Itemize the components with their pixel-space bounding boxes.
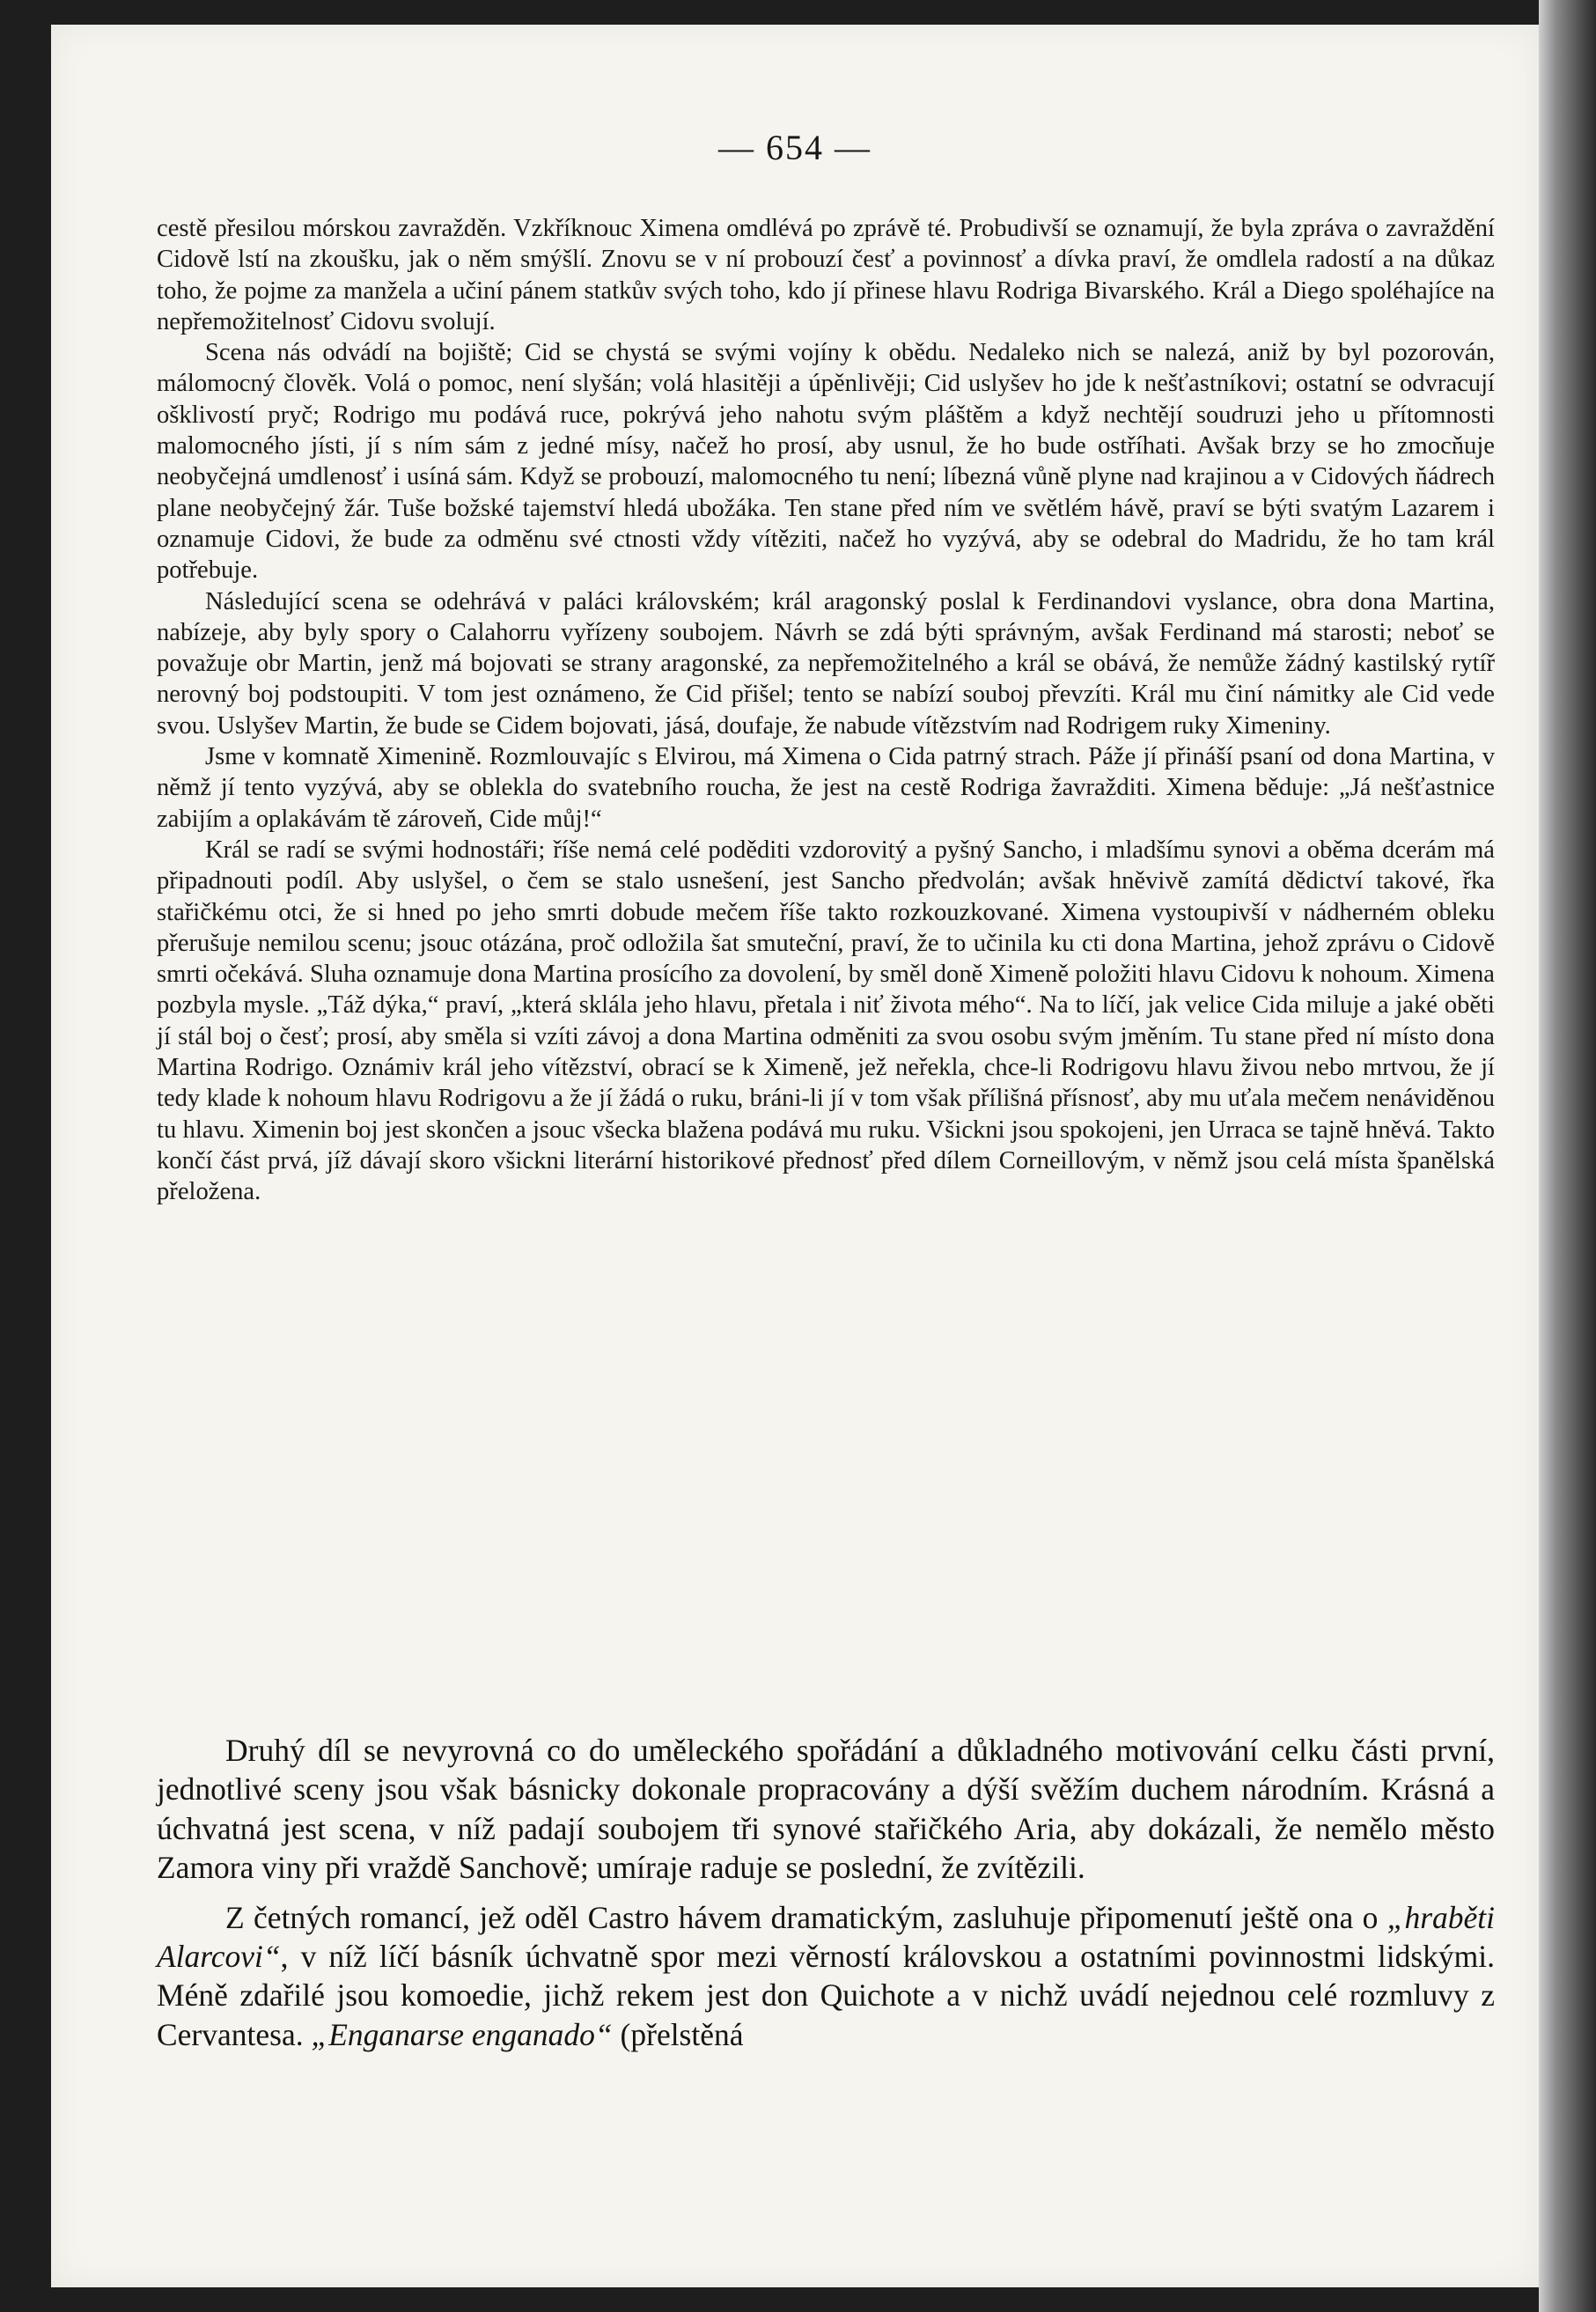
- paragraph-7-text-a: Z četných romancí, jež oděl Castro hávem dramatickým, zasluhuje připomenutí ještě ona o: [225, 1899, 1387, 1935]
- paragraph-7-text-b: , v níž líčí básník úchvatně spor mezi věrností královskou a ostatními povinnostmi lidskými. Méně zdařilé jsou komoedie, jichž rekem jest don Quichote a v nichž uvádí nejednou celé rozmluvy z Cervantesa.: [157, 1939, 1495, 2052]
- paragraph-2: Scena nás odvádí na bojiště; Cid se chystá se svými vojíny k obědu. Nedaleko nich se nalezá, aniž by byl pozorován, málomocný člověk. Volá o pomoc, není slyšán; volá hlasitěji a úpěnlivěji; Cid uslyšev ho jde k nešťastníkovi; ostatní se odvracují ošklivostí pryč; Rodrigo mu podává ruce, pokrývá jeho nahotu svým pláštěm a když nechtějí soudruzi jeho u přítomnosti malomocného jísti, jí s ním sám z jedné mísy, načež ho prosí, aby usnul, že ho bude ostříhati. Avšak brzy se ho zmocňuje neobyčejná umdlenosť i usíná sám. Když se probouzí, malomocného tu není; líbezná vůně plyne nad krajinou a v Cidových ňádrech plane neobyčejný žár. Tuše božské tajemství hledá ubožáka. Ten stane před ním ve světlém hávě, praví se býti svatým Lazarem i oznamuje Cidovi, že bude za odměnu své ctnosti vždy vítěziti, načež ho vyzývá, aby se odebral do Madridu, že ho tam král potřebuje.: [157, 339, 1495, 585]
- paragraph-3: Následující scena se odehrává v paláci královském; král aragonský poslal k Ferdinandovi vyslance, obra dona Martina, nabízeje, aby byly spory o Calahorru vyřízeny soubojem. Návrh se zdá býti správným, avšak Ferdinand má starosti; neboť se považuje obr Martin, jenž má bojovati se strany aragonské, za nepřemožitelného a král se obává, že nemůže žádný kastilský rytíř nerovný boj podstoupiti. V tom jest oznámeno, že Cid přišel; tento se nabízí souboj převzíti. Král mu činí námitky ale Cid vede svou. Uslyšev Martin, že bude se Cidem bojovati, jásá, doufaje, že nabude vítězstvím nad Rodrigem ruky Ximeniny.: [157, 587, 1495, 740]
- page-number: — 654 —: [718, 128, 872, 167]
- paragraph-5: Král se radí se svými hodnostáři; říše nemá celé poděditi vzdorovitý a pyšný Sancho, i mladšímu synovi a oběma dcerám má připadnouti podíl. Aby uslyšel, o čem se stalo usnešení, jest Sancho předvolán; avšak hněvivě zamítá dědictví takové, řka stařičkému otci, že si hned po jeho smrti dobude mečem říše takto rozkouzkované. Ximena vystoupivší v nádherném obleku přerušuje nemilou scenu; jsouc otázána, proč odložila šat smuteční, praví, že to učinila ku cti dona Martina, jehož zprávu o Cidově smrti očekává. Sluha oznamuje dona Martina prosícího za dovolení, by směl doně Ximeně položiti hlavu Cidovu k nohoum. Ximena pozbyla mysle. „Táž dýka,“ praví, „která sklála jeho hlavu, přetala i niť života mého“. Na to líčí, jak velice Cida miluje a jaké oběti jí stál boj o česť; prosí, aby směla si vzíti závoj a dona Martina odměniti za svou osobu svým jměním. Tu stane před ní místo dona Martina Rodrigo. Oznámiv král jeho vítězství, obrací se k Ximeně, jež neřekla, chce-li Rodrigovu hlavu živou nebo mrtvou, že jí tedy klade k nohoum hlavu Rodrigovu a že jí žádá o ruku, bráni-li jí v tom však přílišná přísnosť, aby mu uťala mečem nenáviděnou tu hlavu. Ximenin boj jest skončen a jsouc všecka blažena podává mu ruku. Všickni jsou spokojeni, jen Urraca se tajně hněvá. Takto končí část prvá, jíž dávají skoro všickni literární historikové přednosť před dílem Corneillovým, v němž jsou celá místa španělská přeložena.: [157, 836, 1495, 1206]
- small-print-section: [157, 213, 1495, 1208]
- paragraph-7-text-c: (přelstěná: [612, 2016, 744, 2052]
- work-title-alarcos: „hraběti Alarcovi“: [157, 1899, 1495, 1975]
- book-page: [51, 25, 1539, 2287]
- paragraph-1: cestě přesilou mórskou zavražděn. Vzkříknouc Ximena omdlévá po zprávě té. Probudivší se oznamují, že byla zpráva o zavraždění Cidově lstí na zkoušku, jak o něm smýšlí. Znovu se v ní probouzí česť a povinnosť a dívka praví, že omdlela radostí a na důkaz toho, že pojme za manžela a učiní pánem statkův svých toho, kdo jí přinese hlavu Rodriga Bivarského. Král a Diego spoléhajíce na nepřemožitelnosť Cidovu svolují.: [157, 215, 1495, 335]
- paragraph-6: Druhý díl se nevyrovná co do uměleckého spořádání a důkladného motivování celku části první, jednotlivé sceny jsou však básnicky dokonale propracovány a dýší svěžím duchem národním. Krásná a úchvatná jest scena, v níž padají soubojem tři synové stařičkého Aria, aby dokázali, že nemělo město Zamora viny při vraždě Sanchově; umíraje raduje se poslední, že zvítězili.: [157, 1733, 1495, 1886]
- work-title-enganarse: „Enganarse enganado“: [311, 2016, 613, 2052]
- paragraph-4: Jsme v komnatě Ximenině. Rozmlouvajíc s Elvirou, má Ximena o Cida patrný strach. Páže jí přináší psaní od dona Martina, v němž jí tento vyzývá, aby se oblekla do svatebního roucha, že jest na cestě Rodriga žavražditi. Ximena běduje: „Já nešťastnice zabijím a oplakávám tě zároveň, Cide můj!“: [157, 743, 1495, 833]
- page-edge-shadow: [1539, 0, 1596, 2312]
- large-print-section: [157, 1731, 1495, 2065]
- paragraph-7: [157, 1898, 1495, 2055]
